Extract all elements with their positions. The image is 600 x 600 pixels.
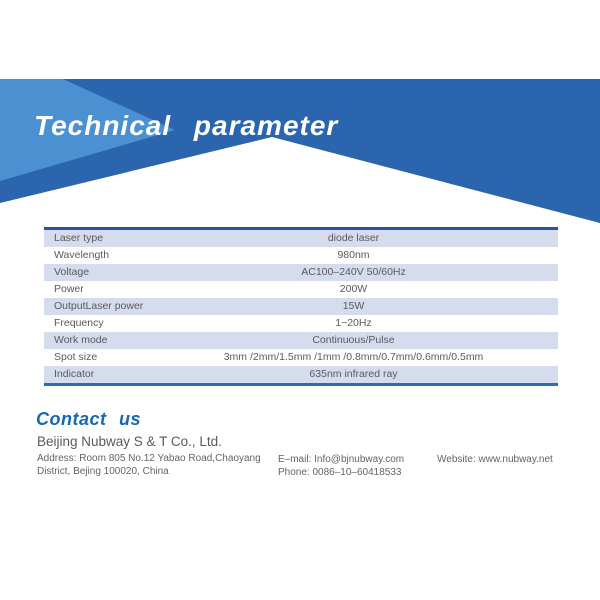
parameter-table — [44, 227, 558, 386]
page-title: Technical parameter — [34, 110, 339, 141]
contact-website: Website: www.nubway.net — [437, 454, 553, 465]
row-value: 1~20Hz — [335, 317, 372, 329]
table-row — [44, 349, 558, 366]
table-row — [44, 298, 558, 315]
contact-phone: Phone: 0086–10–60418533 — [278, 467, 402, 478]
table-row — [44, 230, 558, 247]
row-label: Indicator — [54, 368, 95, 380]
table-row — [44, 332, 558, 349]
row-label: Work mode — [54, 334, 108, 346]
table-row — [44, 281, 558, 298]
address-line-1: Address: Room 805 No.12 Yabao Road,Chaoyang — [37, 453, 261, 464]
row-value: 200W — [339, 283, 368, 295]
address-line-2: District, Bejing 100020, China — [37, 465, 169, 477]
row-value: Continuous/Pulse — [312, 334, 395, 346]
row-value: 980nm — [337, 249, 370, 261]
header-banner — [0, 0, 600, 235]
address-block — [37, 453, 272, 478]
row-label: Frequency — [54, 317, 104, 329]
row-value: AC100–240V 50/60Hz — [301, 266, 406, 278]
contact-heading: Contact us — [36, 409, 142, 429]
row-value: 15W — [342, 300, 365, 312]
table-row — [44, 366, 558, 383]
row-label: Spot size — [54, 351, 98, 363]
row-value: 3mm /2mm/1.5mm /1mm /0.8mm/0.7mm/0.6mm/0.5mm — [223, 351, 484, 363]
table-row — [44, 264, 558, 281]
table-row — [44, 315, 558, 332]
row-value: diode laser — [327, 232, 380, 244]
row-label: Power — [54, 283, 84, 295]
row-value: 635nm infrared ray — [309, 368, 398, 380]
company-name: Beijing Nubway S & T Co., Ltd. — [37, 434, 222, 449]
row-label: OutputLaser power — [54, 300, 144, 312]
row-label: Voltage — [54, 266, 90, 278]
table-row — [44, 247, 558, 264]
row-label: Laser type — [54, 232, 104, 244]
contact-email: E–mail: Info@bjnubway.com — [278, 454, 405, 465]
row-label: Wavelength — [54, 249, 110, 261]
